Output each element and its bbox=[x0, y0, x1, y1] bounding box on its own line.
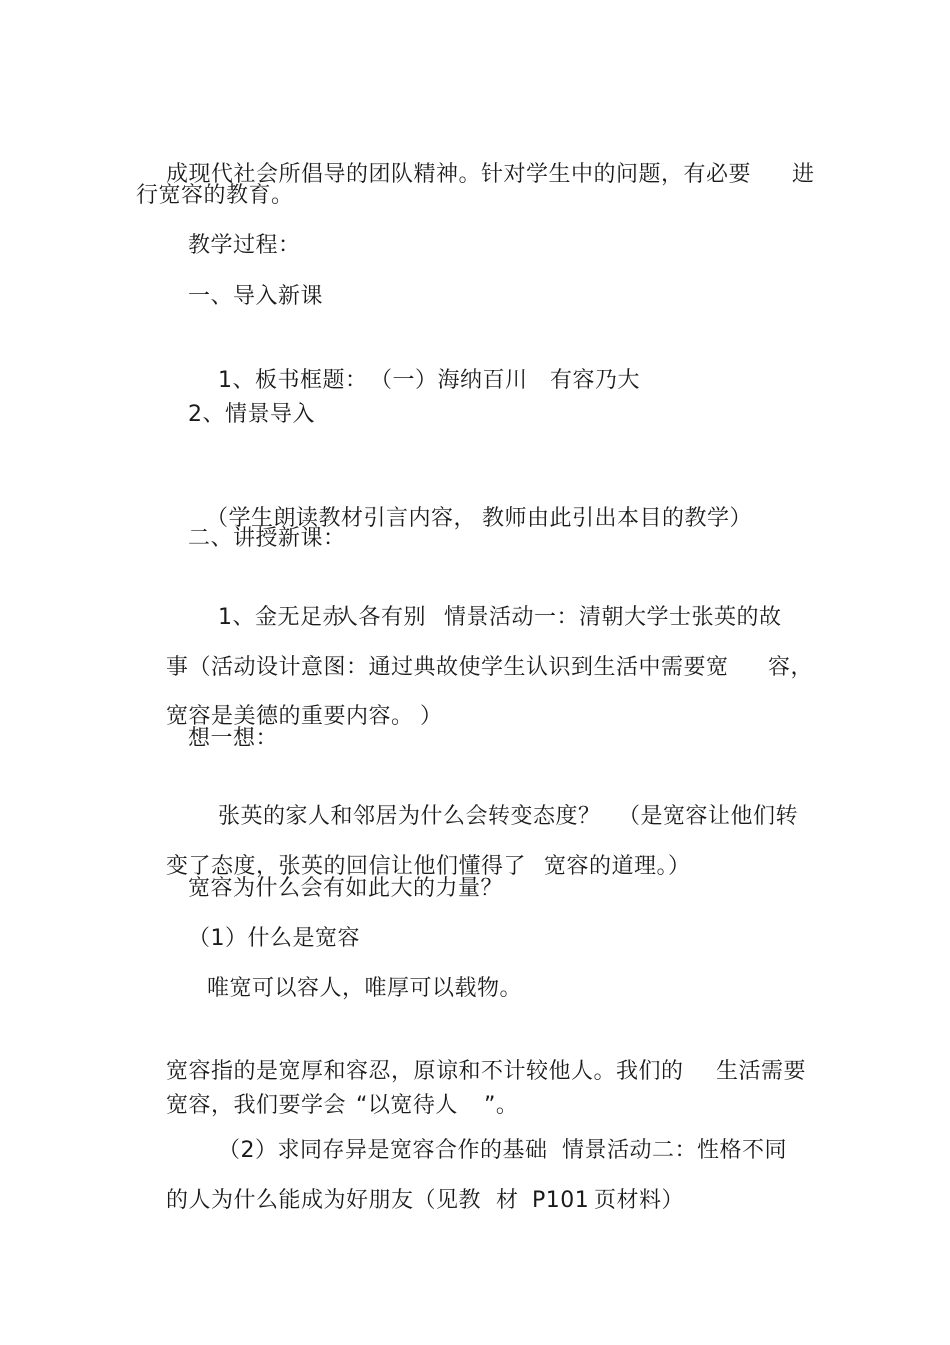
section-heading-teaching-process: 教学过程： bbox=[188, 233, 301, 258]
text-segment: 的人为什么能成为好朋友（见教 bbox=[165, 1188, 481, 1213]
text-segment: （学生朗读教材引言内容， bbox=[205, 506, 476, 531]
text-segment: 生活需要 bbox=[716, 1059, 807, 1084]
text-segment: 宽容的道理。） bbox=[544, 854, 691, 879]
text-segment: 容， bbox=[768, 655, 814, 680]
section-heading-new-lesson: 二、讲授新课： bbox=[188, 526, 346, 551]
text-segment: P101 bbox=[532, 1188, 590, 1213]
text-segment: “以宽待人 bbox=[356, 1093, 458, 1118]
text-segment: 情景活动二：性格不同 bbox=[562, 1138, 788, 1163]
text-segment: 1、金无足赤 bbox=[217, 605, 345, 630]
text-segment: 教师由此引出本目的教学） bbox=[482, 506, 753, 531]
text-segment: （是宽容让他们转 bbox=[618, 804, 799, 829]
text-segment: 材 bbox=[496, 1188, 519, 1213]
text-segment: 成现代社会所倡导的团队精神。针对学生中的问题，有必要 bbox=[165, 162, 751, 187]
text-segment: 进 bbox=[792, 162, 815, 187]
text-line-21 bbox=[136, 1159, 685, 1243]
text-segment: 变了态度，张英的回信让他们懂得了 bbox=[165, 854, 526, 879]
text-line-6: 2、情景导入 bbox=[188, 402, 315, 427]
text-line-12: 想一想： bbox=[188, 726, 279, 751]
text-segment: （2）求同存异是宽容合作的基础 bbox=[217, 1138, 548, 1163]
text-segment: 宽容指的是宽厚和容忍，原谅和不计较他人。我们的 bbox=[165, 1059, 684, 1084]
text-segment: （一）海纳百川 bbox=[370, 368, 528, 393]
section-heading-intro: 一、导入新课 bbox=[188, 284, 324, 309]
text-segment: 页材料） bbox=[594, 1188, 685, 1213]
text-segment: 张英的家人和邻居为什么会转变态度？ bbox=[217, 804, 601, 829]
text-segment: 1、板书框题： bbox=[217, 368, 368, 393]
text-segment: ”。 bbox=[484, 1093, 519, 1118]
text-segment: 情景活动一：清朝大学士张英的故 bbox=[444, 605, 782, 630]
text-segment: 有容乃大 bbox=[550, 368, 641, 393]
text-segment: 宽容是美德的重要内容。 bbox=[165, 704, 414, 729]
text-segment: 人各有别 bbox=[336, 605, 427, 630]
text-line-15: 宽容为什么会有如此大的力量？ bbox=[188, 876, 504, 901]
text-line-2: 行宽容的教育。 bbox=[136, 183, 294, 208]
text-segment: ） bbox=[420, 704, 443, 729]
text-line-17: 唯宽可以容人，唯厚可以载物。 bbox=[207, 976, 523, 1001]
text-segment: 事（活动设计意图：通过典故使学生认识到生活中需要宽 bbox=[165, 655, 729, 680]
text-line-16: （1）什么是宽容 bbox=[188, 926, 360, 951]
text-segment: 宽容，我们要学会 bbox=[165, 1093, 346, 1118]
